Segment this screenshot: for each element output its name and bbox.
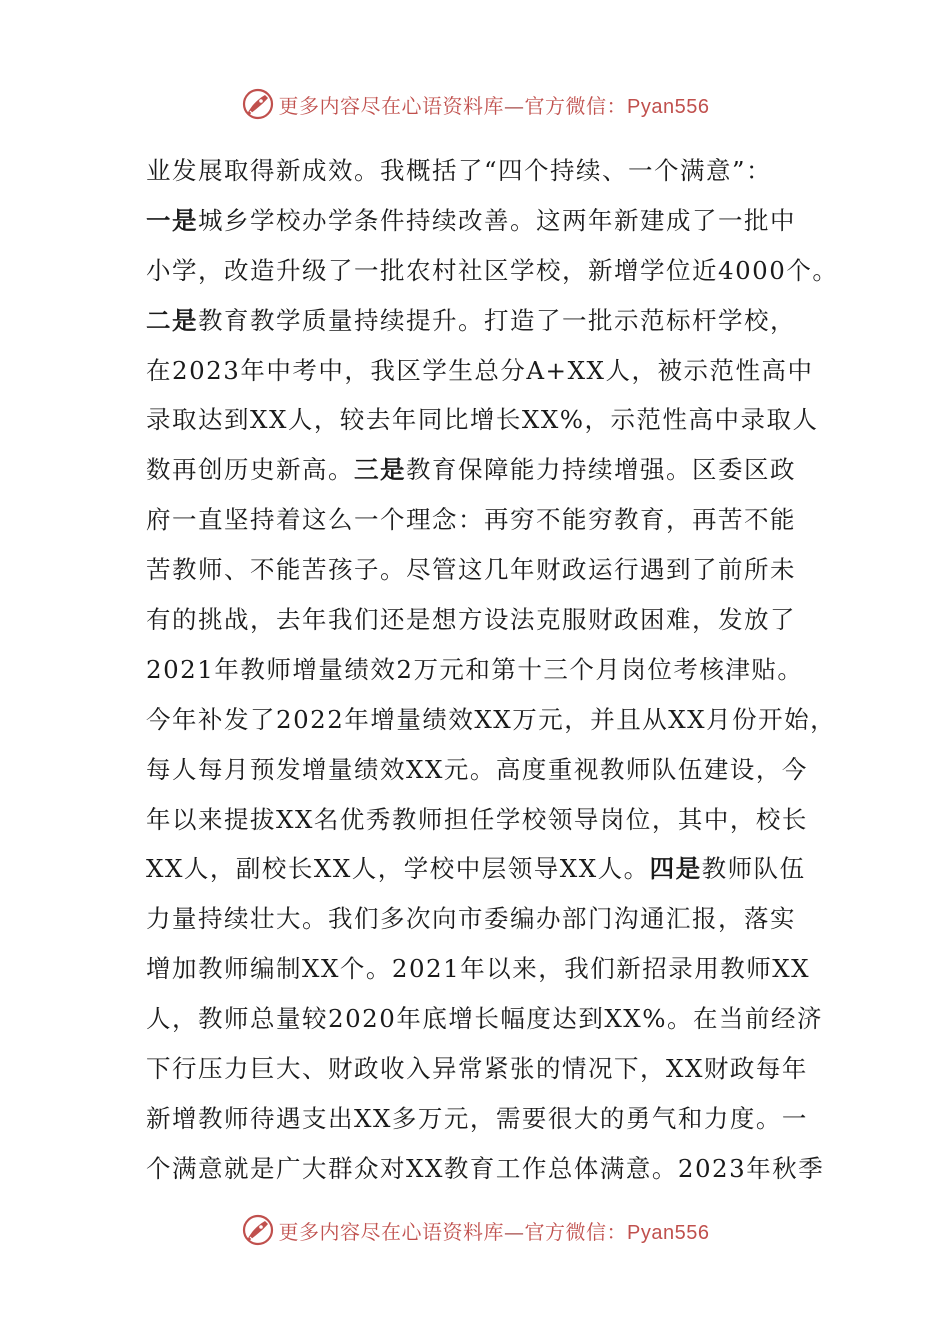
footer-text (279, 1216, 710, 1245)
header-separator: — (504, 93, 525, 118)
line-text: 小学，改造升级了一批农村社区学校，新增学位近4000个。 (146, 255, 839, 285)
text-line (146, 346, 826, 396)
line-text: 力量持续壮大。我们多次向市委编办部门沟通汇报，落实 (146, 904, 796, 934)
line-text: 下行压力巨大、财政收入异常紧张的情况下，XX财政每年 (146, 1054, 808, 1084)
line-text: 今年补发了2022年增量绩效XX万元，并且从XX月份开始， (146, 704, 837, 734)
footer-wechat-label: 官方微信： (524, 1219, 628, 1244)
line-text: 苦教师、不能苦孩子。尽管这几年财政运行遇到了前所未 (146, 555, 796, 585)
line-text: 教育教学质量持续提升。打造了一批示范标杆学校， (198, 305, 796, 335)
line-text: 有的挑战，去年我们还是想方设法克服财政困难，发放了 (146, 605, 796, 635)
text-line (146, 894, 826, 944)
line-text: 录取达到XX人，较去年同比增长XX%，示范性高中录取人 (146, 405, 819, 435)
text-line (146, 595, 826, 645)
line-text: 年以来提拔XX名优秀教师担任学校领导岗位，其中，校长 (146, 804, 808, 834)
text-line (146, 395, 826, 445)
line-text: 2021年教师增量绩效2万元和第十三个月岗位考核津贴。 (146, 654, 804, 684)
text-line (146, 844, 826, 894)
pen-nib-logo-icon (241, 1213, 275, 1247)
line-text: 人，教师总量较2020年底增长幅度达到XX%。在当前经济 (146, 1004, 824, 1034)
line-text: 教育保障能力持续增强。区委区政 (406, 455, 796, 485)
header-slogan: 更多内容尽在心语资料库 (278, 93, 505, 118)
line-text: 个满意就是广大群众对XX教育工作总体满意。2023年秋季 (146, 1153, 825, 1183)
header-banner (0, 84, 950, 124)
text-line (146, 495, 826, 545)
text-line (146, 994, 826, 1044)
text-line (146, 944, 826, 994)
line-text: 数再创历史新高。 (146, 455, 354, 485)
text-line (146, 445, 826, 495)
header-text (279, 90, 710, 119)
footer-separator: — (504, 1219, 525, 1244)
emphasis-label: 三是 (354, 455, 406, 485)
text-line (146, 296, 826, 346)
line-text: XX人，副校长XX人，学校中层领导XX人。 (146, 854, 650, 884)
text-line (146, 1144, 826, 1194)
line-text: 城乡学校办学条件持续改善。这两年新建成了一批中 (198, 205, 796, 235)
text-line (146, 1094, 826, 1144)
line-text: 教师队伍 (701, 854, 806, 884)
line-text: 府一直坚持着这么一个理念：再穷不能穷教育，再苦不能 (146, 505, 796, 535)
text-line (146, 146, 826, 196)
text-line (146, 695, 837, 745)
text-line (146, 246, 839, 296)
emphasis-label: 二是 (146, 305, 198, 335)
text-line (146, 745, 826, 795)
text-line (146, 645, 826, 695)
text-line (146, 545, 826, 595)
line-text: 增加教师编制XX个。2021年以来，我们新招录用教师XX (146, 954, 811, 984)
text-line (146, 795, 826, 845)
emphasis-label: 一是 (146, 205, 198, 235)
line-text: 每人每月预发增量绩效XX元。高度重视教师队伍建设，今 (146, 754, 808, 784)
footer-banner (0, 1210, 950, 1250)
header-wechat-id: Pyan556 (627, 95, 710, 118)
line-text: 业发展取得新成效。我概括了“四个持续、一个满意”： (146, 156, 773, 185)
header-wechat-label: 官方微信： (524, 93, 628, 118)
footer-wechat-id: Pyan556 (627, 1221, 710, 1244)
pen-nib-logo-icon (241, 87, 275, 121)
line-text: 新增教师待遇支出XX多万元，需要很大的勇气和力度。一 (146, 1103, 808, 1133)
text-line (146, 196, 826, 246)
document-body (146, 146, 839, 1194)
emphasis-label: 四是 (649, 854, 702, 884)
footer-slogan: 更多内容尽在心语资料库 (278, 1219, 505, 1244)
line-text: 在2023年中考中，我区学生总分A+XX人，被示范性高中 (146, 355, 814, 385)
text-line (146, 1044, 826, 1094)
